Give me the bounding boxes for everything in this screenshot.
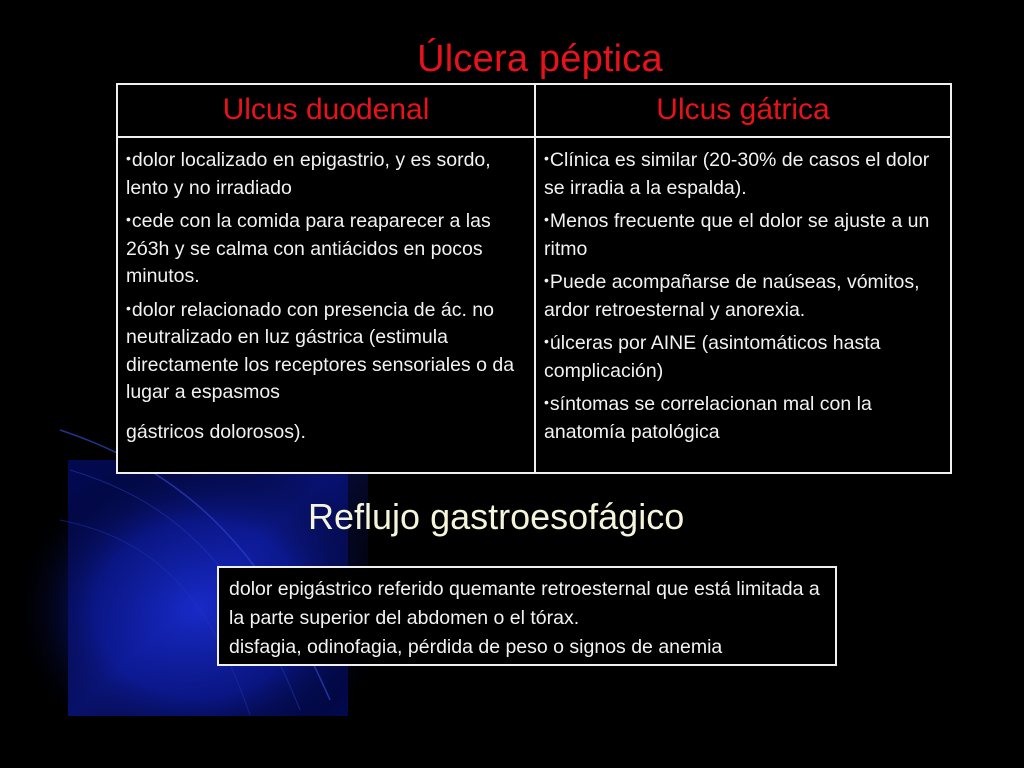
ulcer-comparison-table — [116, 83, 952, 474]
bullet-icon: • — [126, 150, 131, 166]
bullet-icon: • — [544, 333, 549, 349]
slide-title: Úlcera péptica — [417, 38, 663, 80]
list-item: •Clínica es similar (20-30% de casos el dolor se irradia a la espalda). — [544, 149, 930, 199]
duodenal-bullet-list — [126, 145, 526, 450]
list-item-continuation: gástricos dolorosos). — [126, 420, 306, 443]
column-header-duodenal: Ulcus duodenal — [222, 93, 430, 126]
list-item: •cede con la comida para reaparecer a las 2ó3h y se calma con antiácidos en pocos minutos. — [126, 210, 491, 287]
bullet-icon: • — [544, 211, 549, 227]
reflux-description-box — [217, 566, 837, 666]
list-item: •dolor localizado en epigastrio, y es sordo, lento y no irradiado — [126, 149, 491, 199]
list-item: •úlceras por AINE (asintomáticos hasta complicación) — [544, 332, 881, 382]
gastric-bullet-list — [544, 145, 948, 450]
list-item: •Puede acompañarse de naúseas, vómitos, ardor retroesternal y anorexia. — [544, 271, 920, 321]
list-item: •Menos frecuente que el dolor se ajuste a un ritmo — [544, 210, 930, 260]
bullet-icon: • — [544, 150, 549, 166]
list-item: •síntomas se correlacionan mal con la anatomía patológica — [544, 393, 872, 443]
table-header-divider — [118, 136, 950, 138]
table-column-divider — [534, 85, 536, 472]
column-header-gastric: Ulcus gátrica — [656, 93, 830, 126]
list-item: •dolor relacionado con presencia de ác. no neutralizado en luz gástrica (estimula directamente los receptores sensoriales o da lugar a espasmos — [126, 298, 515, 403]
reflux-text-line: dolor epigástrico referido quemante retroesternal que está limitada a la parte superior del abdomen o el tórax. — [229, 578, 820, 629]
bullet-icon: • — [126, 211, 131, 227]
bullet-icon: • — [126, 299, 131, 316]
section-subtitle: Reflujo gastroesofágico — [308, 496, 685, 537]
bullet-icon: • — [544, 272, 549, 288]
reflux-text-line: disfagia, odinofagia, pérdida de peso o signos de anemia — [229, 636, 723, 658]
bullet-icon: • — [544, 394, 549, 410]
